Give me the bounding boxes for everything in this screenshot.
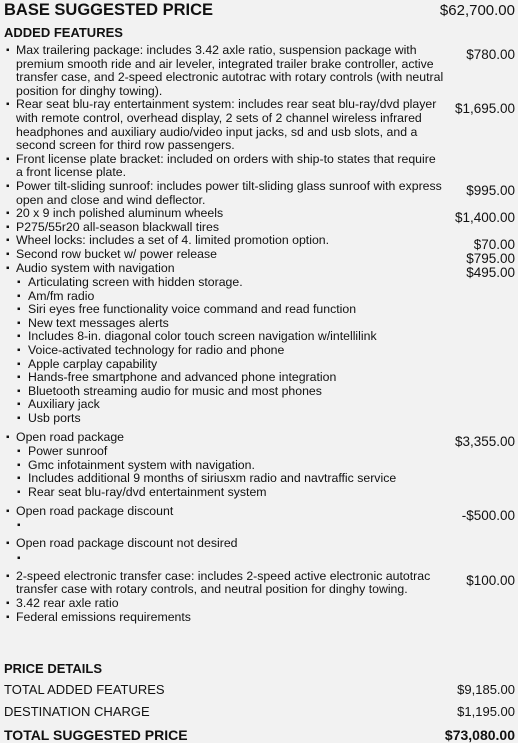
- feature-item: [0, 44, 518, 98]
- feature-sub-item: [16, 344, 444, 358]
- feature-item: [0, 537, 518, 570]
- feature-item: [0, 233, 518, 253]
- feature-price: $3,355.00: [454, 433, 515, 449]
- feature-text: 2-speed electronic transfer case: includes 2-speed active electronic autotrac transfer case with rotary controls, and neutral position for dinghy towing.: [16, 568, 431, 597]
- bullet-icon: ▪: [6, 45, 10, 56]
- feature-text: P275/55r20 all-season blackwall tires: [16, 219, 220, 234]
- feature-item: [0, 221, 518, 235]
- feature-sub-text: Apple carplay capability: [28, 356, 158, 371]
- feature-price: $795.00: [466, 250, 515, 266]
- feature-text: Max trailering package: includes 3.42 axle ratio, suspension package with premium smooth ride and air leveler, integrated trailer brake controller, active transfer case, and 2-speed electronic autotrac with rotary controls (with neutral position for dinghy towing).: [16, 43, 444, 98]
- feature-sub-item: [16, 371, 444, 385]
- bullet-icon: ▪: [17, 345, 21, 357]
- feature-item: [0, 262, 518, 431]
- feature-sub-item: [16, 276, 444, 290]
- feature-price: $1,400.00: [454, 210, 515, 226]
- bullet-icon: ▪: [17, 317, 21, 329]
- feature-sub-text: Includes additional 9 months of siriusxm radio and navtraffic service: [28, 471, 397, 486]
- added-features-title: ADDED FEATURES: [4, 25, 123, 40]
- feature-item: [0, 505, 518, 538]
- bullet-icon: ▪: [17, 473, 21, 485]
- feature-sub-list: [16, 552, 444, 565]
- feature-price: -$500.00: [461, 507, 515, 523]
- bullet-icon: ▪: [17, 331, 21, 343]
- feature-sub-text: Voice-activated technology for radio and phone: [28, 343, 285, 358]
- bullet-icon: ▪: [17, 304, 21, 316]
- bullet-icon: ▪: [6, 208, 10, 220]
- bullet-icon: ▪: [6, 235, 10, 247]
- bullet-icon: ▪: [17, 399, 21, 411]
- feature-sub-item: [16, 552, 444, 565]
- feature-sub-text: Includes 8-in. diagonal color touch screen navigation w/intellilink: [28, 329, 377, 344]
- feature-sub-item: [16, 330, 444, 344]
- bullet-icon: ▪: [6, 262, 10, 274]
- bullet-icon: ▪: [6, 505, 10, 517]
- total-price-value: $73,080.00: [444, 727, 515, 743]
- total-added-label: TOTAL ADDED FEATURES: [4, 682, 165, 697]
- feature-text: 3.42 rear axle ratio: [16, 595, 119, 610]
- feature-sub-text: Power sunroof: [28, 444, 108, 459]
- feature-price: $780.00: [466, 47, 515, 62]
- feature-sub-text: Hands-free smartphone and advanced phone integration: [28, 370, 337, 385]
- feature-sub-text: Auxiliary jack: [28, 397, 100, 412]
- feature-text: Audio system with navigation: [16, 260, 175, 275]
- bullet-icon: ▪: [6, 153, 10, 165]
- feature-sub-text: Siri eyes free functionality voice command and read function: [28, 302, 357, 317]
- feature-text: 20 x 9 inch polished aluminum wheels: [16, 206, 224, 221]
- feature-sub-item: [16, 412, 444, 426]
- bullet-icon: ▪: [17, 487, 21, 498]
- feature-sub-text: Usb ports: [28, 411, 81, 426]
- feature-sub-text: Gmc infotainment system with navigation.: [28, 457, 255, 472]
- feature-sub-list: [16, 519, 444, 532]
- feature-sub-text: New text messages alerts: [28, 315, 169, 330]
- feature-item: [0, 98, 518, 152]
- base-price-label: BASE SUGGESTED PRICE: [4, 1, 214, 19]
- feature-sub-item: [16, 385, 444, 399]
- bullet-icon: ▪: [6, 538, 10, 550]
- bullet-icon: ▪: [6, 99, 10, 111]
- feature-sub-list: [16, 445, 444, 499]
- feature-price: $995.00: [466, 182, 515, 198]
- bullet-icon: ▪: [6, 611, 10, 623]
- feature-sub-item: [16, 398, 444, 412]
- destination-row: [4, 704, 515, 719]
- feature-item: [0, 570, 518, 597]
- feature-price: $495.00: [466, 264, 515, 280]
- feature-item: [0, 180, 518, 207]
- bullet-icon: ▪: [17, 290, 21, 302]
- feature-price: $70.00: [473, 237, 515, 253]
- feature-sub-item: [16, 472, 444, 486]
- feature-item: [0, 246, 518, 266]
- feature-text: Front license plate bracket: included on orders with ship-to states that require a front license plate.: [16, 151, 436, 180]
- bullet-icon: ▪: [17, 372, 21, 384]
- feature-sub-text: Bluetooth streaming audio for music and most phones: [28, 383, 322, 398]
- feature-price: $1,695.00: [454, 101, 515, 117]
- feature-sub-text: Am/fm radio: [28, 288, 95, 303]
- feature-text: Open road package discount not desired: [16, 536, 238, 551]
- total-price-row: [4, 727, 515, 743]
- feature-sub-item: [16, 445, 444, 459]
- feature-text: Second row bucket w/ power release: [16, 246, 217, 261]
- bullet-icon: ▪: [17, 446, 21, 458]
- total-price-label: TOTAL SUGGESTED PRICE: [4, 727, 188, 743]
- feature-sub-text: Articulating screen with hidden storage.: [28, 275, 243, 290]
- feature-sub-text: Rear seat blu-ray/dvd entertainment system: [28, 485, 267, 499]
- bullet-icon: ▪: [6, 180, 10, 192]
- feature-sub-item: [16, 317, 444, 331]
- base-price-row: [4, 1, 515, 20]
- bullet-icon: ▪: [17, 385, 21, 397]
- feature-sub-item: [16, 459, 444, 473]
- bullet-icon: ▪: [17, 552, 21, 564]
- feature-text: Power tilt-sliding sunroof: includes power tilt-sliding glass sunroof with express open and close and wind deflector.: [16, 178, 442, 207]
- bullet-icon: ▪: [17, 520, 21, 532]
- bullet-icon: ▪: [6, 570, 10, 582]
- bullet-icon: ▪: [6, 221, 10, 233]
- feature-sub-item: [16, 303, 444, 317]
- feature-sub-item: [16, 519, 444, 532]
- feature-item: [0, 206, 518, 226]
- feature-item: [0, 431, 518, 505]
- bullet-icon: ▪: [17, 277, 21, 289]
- total-added-row: [4, 682, 515, 697]
- price-details-title: PRICE DETAILS: [4, 661, 102, 676]
- feature-text: Federal emissions requirements: [16, 609, 191, 624]
- feature-text: Rear seat blu-ray entertainment system: includes rear seat blu-ray/dvd player with remote control, overhead display, 2 sets of 2 channel wireless infrared headphones and auxiliary audio/video input jacks, sd and usb slots, and a second screen for third row passengers.: [16, 97, 437, 153]
- feature-sub-item: [16, 290, 444, 304]
- feature-text: Open road package: [16, 429, 125, 444]
- feature-item: [0, 611, 518, 625]
- bullet-icon: ▪: [17, 459, 21, 471]
- bullet-icon: ▪: [17, 358, 21, 370]
- feature-item: [0, 153, 518, 180]
- feature-sub-item: [16, 358, 444, 372]
- feature-text: Wheel locks: includes a set of 4. limited promotion option.: [16, 233, 330, 248]
- bullet-icon: ▪: [6, 431, 10, 443]
- destination-value: $1,195.00: [457, 704, 515, 719]
- bullet-icon: ▪: [6, 248, 10, 260]
- total-added-value: $9,185.00: [457, 682, 515, 697]
- bullet-icon: ▪: [17, 413, 21, 425]
- feature-sub-item: [16, 486, 444, 500]
- feature-text: Open road package discount: [16, 503, 174, 518]
- destination-label: DESTINATION CHARGE: [4, 704, 150, 719]
- feature-item: [0, 597, 518, 611]
- feature-sub-list: [16, 276, 444, 426]
- bullet-icon: ▪: [6, 597, 10, 609]
- base-price-value: $62,700.00: [439, 2, 515, 19]
- added-features-list: [0, 44, 518, 624]
- feature-price: $100.00: [466, 572, 515, 588]
